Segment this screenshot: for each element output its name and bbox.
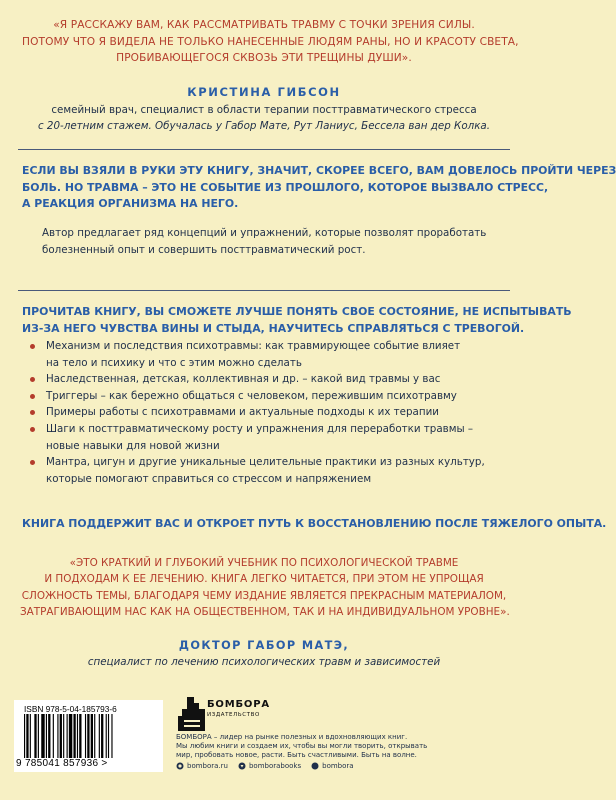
top-quote xyxy=(22,17,519,67)
barcode-bar xyxy=(85,714,86,758)
barcode-bar xyxy=(101,714,103,758)
barcode-bar xyxy=(94,714,95,758)
list-item-line: Примеры работы с психотравмами и актуальные подходы к их терапии xyxy=(46,406,439,419)
author-desc-line: с 20-летним стажем. Обучалась у Габор Мате, Рут Ланиус, Бессела ван дер Колка. xyxy=(37,120,491,132)
social-icon xyxy=(238,762,246,770)
barcode-bar xyxy=(87,714,89,758)
barcode-bar xyxy=(53,714,54,758)
publisher-name: БОМБОРА xyxy=(207,699,270,710)
publisher-text-line: Мы любим книги и создаем их, чтобы вы могли творить, открывать xyxy=(176,742,428,751)
review-author: ДОКТОР ГАБОР МАТЭ, xyxy=(178,639,350,652)
description-paragraph xyxy=(42,225,502,259)
barcode-bar xyxy=(79,714,81,758)
bullet-dot-icon xyxy=(30,344,35,349)
list-item xyxy=(26,404,506,421)
publisher-description xyxy=(176,733,516,761)
barcode xyxy=(14,700,163,772)
lead-line: КНИГА ПОДДЕРЖИТ ВАС И ОТКРОЕТ ПУТЬ К ВОССТАНОВЛЕНИЮ ПОСЛЕ ТЯЖЕЛОГО ОПЫТА. xyxy=(22,517,607,530)
top-quote-line: ПРОБИВАЮЩЕГОСЯ СКВОЗЬ ЭТИ ТРЕЩИНЫ ДУШИ». xyxy=(116,52,412,64)
lead-paragraph-3 xyxy=(22,516,607,533)
barcode-bar xyxy=(46,714,47,758)
benefits-list xyxy=(26,338,506,487)
bullet-dot-icon xyxy=(30,394,35,399)
social-label: bomborabooks xyxy=(248,762,302,770)
review-quote-line: СЛОЖНОСТЬ ТЕМЫ, БЛАГОДАРЯ ЧЕМУ ИЗДАНИЕ ЯВЛЯЕТСЯ ПРЕКРАСНЫМ МАТЕРИАЛОМ, xyxy=(21,589,507,602)
barcode-bar xyxy=(48,714,50,758)
publisher-text-line: мир, пробовать новое, расти. Быть счастливыми. Быть на волне. xyxy=(176,751,417,760)
review-quote-line: ЗАТРАГИВАЮЩИМ НАС КАК НА ОБЩЕСТВЕННОМ, ТАК И НА ИНДИВИДУАЛЬНОМ УРОВНЕ». xyxy=(20,606,510,619)
lead-paragraph-1 xyxy=(22,163,616,213)
publisher-text-line: БОМБОРА – лидер на рынке полезных и вдохновляющих книг. xyxy=(176,733,408,741)
barcode-bar xyxy=(60,714,62,758)
barcode-bar xyxy=(99,714,100,758)
barcode-bar xyxy=(26,714,28,758)
barcode-bar xyxy=(108,714,109,758)
barcode-bar xyxy=(111,714,112,758)
list-item-line: Мантра, цигун и другие уникальные целительные практики из разных культур, xyxy=(46,456,485,469)
barcode-bar xyxy=(57,714,58,758)
barcode-bar xyxy=(67,714,68,758)
social-label: bombora.ru xyxy=(187,762,228,770)
lead-line: А РЕАКЦИЯ ОРГАНИЗМА НА НЕГО. xyxy=(22,197,239,210)
review-quote-line: «ЭТО КРАТКИЙ И ГЛУБОКИЙ УЧЕБНИК ПО ПСИХОЛОГИЧЕСКОЙ ТРАВМЕ xyxy=(69,557,459,569)
list-item-line: новые навыки для новой жизни xyxy=(46,439,220,452)
list-item xyxy=(26,454,506,487)
barcode-bar xyxy=(69,714,72,758)
barcode-bar xyxy=(41,714,44,758)
list-item xyxy=(26,421,506,454)
globe-icon xyxy=(176,762,184,770)
review-quote xyxy=(20,555,508,621)
list-item-line: на тело и психику и что с этим можно сделать xyxy=(46,356,302,369)
divider xyxy=(18,290,510,291)
list-item-line: Шаги к посттравматическому росту и упражнения для переработки травмы – xyxy=(46,422,474,435)
barcode-bar xyxy=(24,714,25,758)
list-item-line: Механизм и последствия психотравмы: как травмирующее событие влияет xyxy=(46,340,461,352)
para-line: Автор предлагает ряд концепций и упражнений, которые позволят проработать xyxy=(42,227,487,239)
list-item xyxy=(26,371,506,388)
list-item xyxy=(26,388,506,405)
review-author-description: специалист по лечению психологических травм и зависимостей xyxy=(87,656,441,668)
barcode-bar xyxy=(63,714,64,758)
barcode-bars xyxy=(24,714,154,758)
top-quote-line: «Я РАССКАЖУ ВАМ, КАК РАССМАТРИВАТЬ ТРАВМУ С ТОЧКИ ЗРЕНИЯ СИЛЫ. xyxy=(53,19,475,31)
list-item-line: которые помогают справиться со стрессом и напряжением xyxy=(46,472,372,485)
top-quote-line: ПОТОМУ ЧТО Я ВИДЕЛА НЕ ТОЛЬКО НАНЕСЕННЫЕ ЛЮДЯМ РАНЫ, НО И КРАСОТУ СВЕТА, xyxy=(22,35,519,48)
bullet-dot-icon xyxy=(30,427,35,432)
list-item xyxy=(26,338,506,371)
social-link[interactable] xyxy=(176,762,228,770)
barcode-bar xyxy=(73,714,75,758)
lead-paragraph-2 xyxy=(22,304,572,337)
barcode-bar xyxy=(91,714,93,758)
author-description xyxy=(20,102,508,134)
list-item-line: Наследственная, детская, коллективная и др. – какой вид травмы у вас xyxy=(46,373,441,386)
barcode-bar xyxy=(34,714,36,758)
lead-line: БОЛЬ. НО ТРАВМА – ЭТО НЕ СОБЫТИЕ ИЗ ПРОШЛОГО, КОТОРОЕ ВЫЗВАЛО СТРЕСС, xyxy=(22,180,549,194)
divider xyxy=(18,149,510,150)
bullet-dot-icon xyxy=(30,377,35,382)
lead-line: ПРОЧИТАВ КНИГУ, ВЫ СМОЖЕТЕ ЛУЧШЕ ПОНЯТЬ СВОЕ СОСТОЯНИЕ, НЕ ИСПЫТЫВАТЬ xyxy=(22,305,572,318)
author-name: КРИСТИНА ГИБСОН xyxy=(187,85,341,99)
lead-line: ИЗ-ЗА НЕГО ЧУВСТВА ВИНЫ И СТЫДА, НАУЧИТЕСЬ СПРАВЛЯТЬСЯ С ТРЕВОГОЙ. xyxy=(22,321,525,335)
barcode-digits: 9 785041 857936 > xyxy=(16,758,108,769)
bullet-dot-icon xyxy=(30,410,35,415)
publisher-subtitle: ИЗДАТЕЛЬСТВО xyxy=(207,712,260,718)
list-item-line: Триггеры – как бережно общаться с человеком, пережившим психотравму xyxy=(46,389,457,402)
author-desc-line: семейный врач, специалист в области терапии посттравматического стресса xyxy=(51,104,477,116)
barcode-bar xyxy=(30,714,31,758)
bullet-dot-icon xyxy=(30,460,35,465)
lead-line: ЕСЛИ ВЫ ВЗЯЛИ В РУКИ ЭТУ КНИГУ, ЗНАЧИТ, СКОРЕЕ ВСЕГО, ВАМ ДОВЕЛОСЬ ПРОЙТИ ЧЕРЕЗ xyxy=(22,164,616,177)
barcode-bar xyxy=(106,714,107,758)
publisher-socials xyxy=(176,762,354,770)
social-link[interactable] xyxy=(311,762,353,770)
barcode-bar xyxy=(38,714,39,758)
social-pair-icon xyxy=(311,762,319,770)
publisher-logo-icon xyxy=(176,696,206,732)
social-label: bombora xyxy=(322,762,354,770)
review-quote-line: И ПОДХОДАМ К ЕЕ ЛЕЧЕНИЮ. КНИГА ЛЕГКО ЧИТАЕТСЯ, ПРИ ЭТОМ НЕ УПРОЩАЯ xyxy=(44,573,484,586)
barcode-bar xyxy=(77,714,78,758)
social-link[interactable] xyxy=(238,762,301,770)
isbn-label: ISBN 978-5-04-185793-6 xyxy=(24,704,117,714)
para-line: болезненный опыт и совершить посттравматический рост. xyxy=(42,244,366,256)
